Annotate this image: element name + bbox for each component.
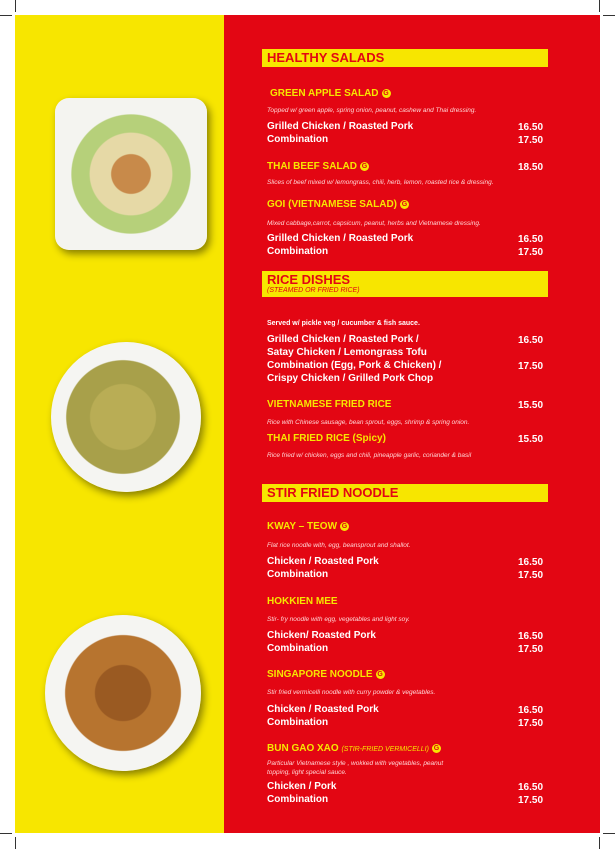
item-title: SINGAPORE NOODLE	[267, 669, 373, 680]
item-price: 16.50	[518, 782, 544, 793]
item-price: 17.50	[518, 644, 544, 655]
item-option: Crispy Chicken / Grilled Pork Chop	[267, 373, 434, 384]
crop-mark	[603, 15, 615, 16]
item-name: VIETNAMESE FRIED RICE	[267, 399, 392, 410]
item-title: GOI (VIETNAMESE SALAD)	[267, 199, 398, 210]
item-price: 16.50	[518, 335, 544, 346]
item-option: Grilled Chicken / Roasted Pork	[267, 121, 414, 132]
item-option: Chicken / Pork	[267, 781, 337, 792]
item-name	[267, 669, 385, 680]
served-with-note: Served w/ pickle veg / cucumber & fish sauce.	[267, 320, 420, 327]
item-name	[267, 199, 409, 210]
gluten-free-badge: G	[361, 163, 368, 170]
item-option: Chicken / Roasted Pork	[267, 556, 379, 567]
item-description: Particular Vietnamese style , wokked with vegetables, peanut	[267, 760, 444, 767]
item-description: topping, light special sauce.	[267, 769, 347, 776]
section-header-rice	[262, 271, 548, 297]
section-header-salads: HEALTHY SALADS	[262, 49, 548, 67]
item-title: KWAY – TEOW	[267, 521, 338, 532]
section-title: RICE DISHES	[267, 272, 351, 287]
section-subtitle: (STEAMED OR FRIED RICE)	[267, 287, 360, 294]
item-description: Stir fried vermicelli noodle with curry powder & vegetables.	[267, 689, 436, 696]
item-price: 16.50	[518, 631, 544, 642]
item-price: 17.50	[518, 570, 544, 581]
gluten-free-badge: G	[401, 201, 408, 208]
item-price: 17.50	[518, 718, 544, 729]
item-option: Grilled Chicken / Roasted Pork	[267, 233, 414, 244]
item-description: Rice fried w/ chicken, eggs and chili, pineapple garlic, coriander & basil	[267, 452, 472, 459]
item-price: 17.50	[518, 361, 544, 372]
item-price: 16.50	[518, 557, 544, 568]
crop-mark	[599, 0, 600, 12]
item-price: 15.50	[518, 400, 544, 411]
crop-mark	[15, 837, 16, 849]
item-price: 15.50	[518, 434, 544, 445]
item-price: 17.50	[518, 247, 544, 258]
item-name	[267, 161, 369, 172]
item-option: Combination	[267, 569, 329, 580]
gluten-free-badge: G	[377, 671, 383, 678]
item-price: 16.50	[518, 705, 544, 716]
crop-mark	[603, 833, 615, 834]
item-name	[270, 88, 391, 99]
item-option: Combination	[267, 246, 329, 257]
item-option: Chicken/ Roasted Pork	[267, 630, 376, 641]
section-header-noodle: STIR FRIED NOODLE	[262, 484, 548, 502]
item-option: Combination	[267, 643, 329, 654]
item-option: Satay Chicken / Lemongrass Tofu	[267, 347, 427, 358]
fried-rice-photo	[51, 342, 201, 492]
item-name	[267, 521, 349, 532]
item-price: 17.50	[518, 135, 544, 146]
item-description: Rice with Chinese sausage, bean sprout, eggs, shrimp & spring onion.	[267, 419, 470, 426]
gluten-free-badge: G	[383, 90, 389, 97]
item-price: 16.50	[518, 234, 544, 245]
item-price: 16.50	[518, 122, 544, 133]
item-note: (STIR-FRIED VERMICELLI)	[341, 746, 429, 753]
crop-mark	[0, 833, 12, 834]
crop-mark	[599, 837, 600, 849]
gluten-free-badge: G	[433, 745, 440, 752]
stir-fried-noodle-photo	[45, 615, 201, 771]
menu-page	[15, 15, 600, 833]
item-name	[267, 743, 441, 754]
item-name: HOKKIEN MEE	[267, 596, 338, 607]
item-description: Mixed cabbage,carrot, capsicum, peanut, herbs and Vietnamese dressing.	[267, 220, 481, 227]
item-option: Combination	[267, 794, 329, 805]
item-name: THAI FRIED RICE (Spicy)	[267, 433, 386, 444]
item-option: Combination	[267, 717, 329, 728]
item-description: Topped w/ green apple, spring onion, peanut, cashew and Thai dressing.	[267, 107, 477, 114]
crop-mark	[15, 0, 16, 12]
green-apple-salad-photo	[55, 98, 207, 250]
item-option: Chicken / Roasted Pork	[267, 704, 379, 715]
crop-mark	[0, 15, 12, 16]
item-price: 17.50	[518, 795, 544, 806]
item-option: Combination	[267, 134, 329, 145]
item-price: 18.50	[518, 162, 544, 173]
item-option: Combination (Egg, Pork & Chicken) /	[267, 360, 442, 371]
item-title: BUN GAO XAO	[267, 743, 339, 754]
item-description: Stir- fry noodle with egg, vegetables and light soy.	[267, 616, 410, 623]
item-title: GREEN APPLE SALAD	[270, 88, 379, 99]
item-option: Grilled Chicken / Roasted Pork /	[267, 334, 419, 345]
item-description: Slices of beef mixed w/ lemongrass, chili, herb, lemon, roasted rice & dressing.	[267, 179, 494, 186]
item-title: THAI BEEF SALAD	[267, 161, 357, 172]
gluten-free-badge: G	[341, 523, 348, 530]
item-description: Flat rice noodle with, egg, beansprout and shallot.	[267, 542, 411, 549]
